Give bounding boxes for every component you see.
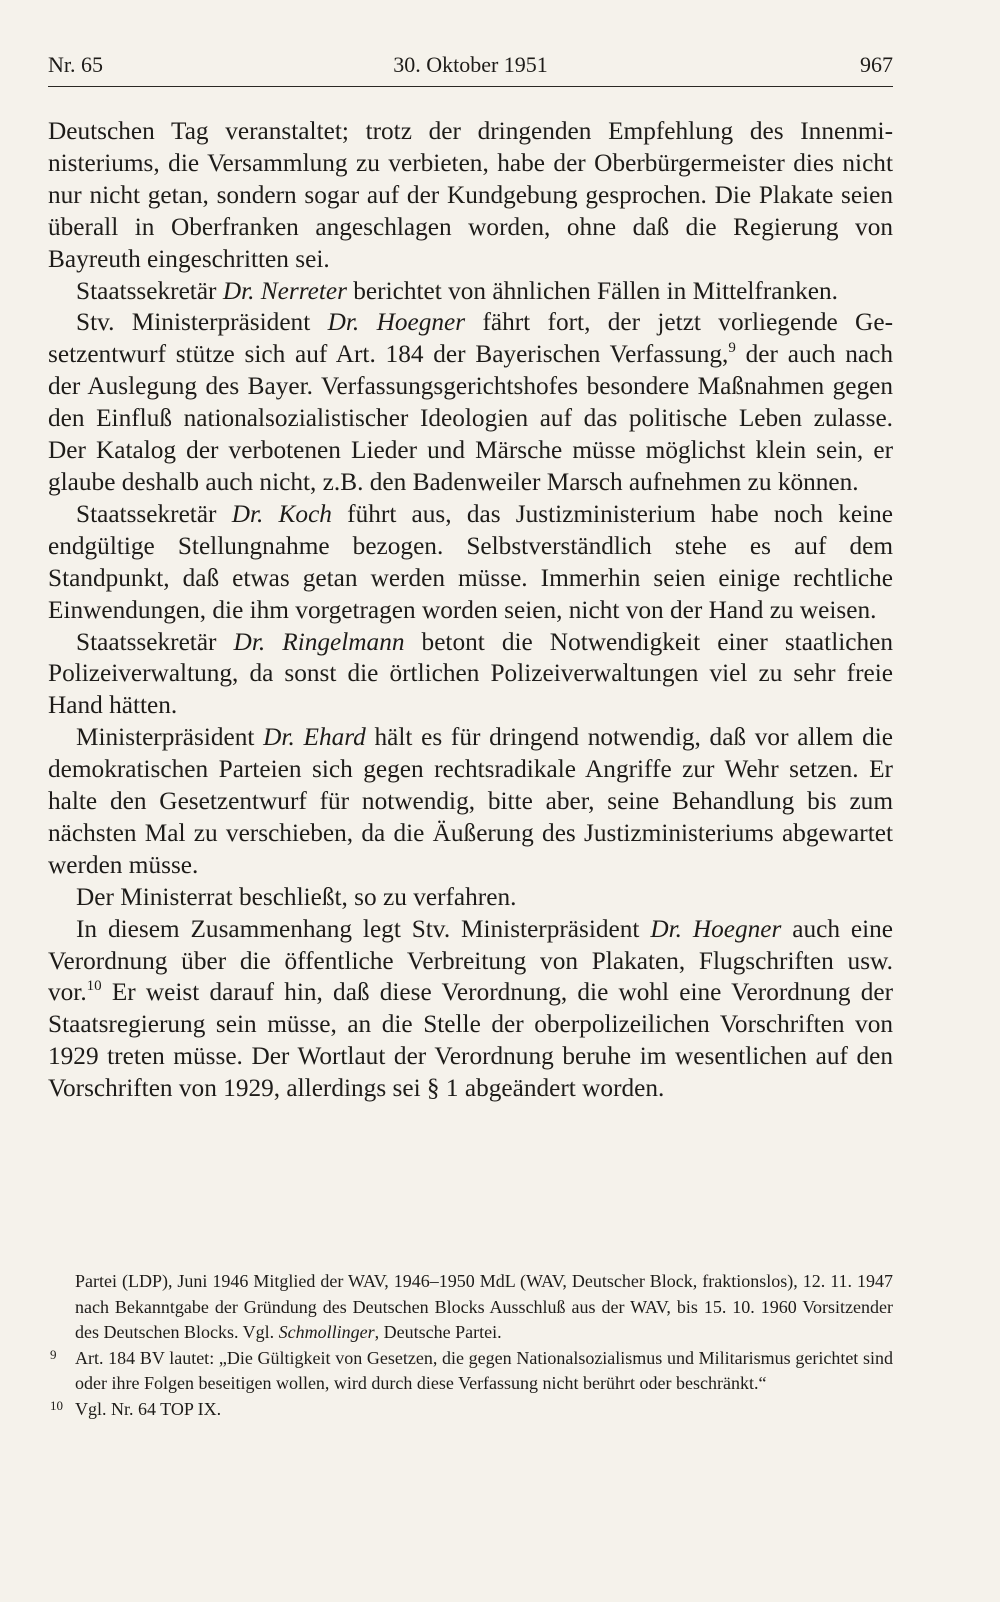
- footnote-text: [75, 1271, 893, 1342]
- body-paragraph: [48, 307, 893, 498]
- text-run: fährt fort, der jetzt vorliegende Gesetzentwurf stütze sich auf Art. 184 der Bayerischen Verfassung,: [48, 308, 893, 369]
- text-run: Deutschen Tag veranstaltet; trotz der dringenden Empfehlung des Innenministeriums, die Versammlung zu verbieten, habe der Oberbürgermeister dies nicht nur nicht getan, sondern sogar auf der Kundgebung gesprochen. Die Plakate seien überall in Oberfranken angeschlagen worden, ohne daß die Regierung von Bayreuth eingeschritten sei.: [48, 117, 893, 273]
- text-run: Partei (LDP), Juni 1946 Mitglied der WAV, 1946–1950 MdL (WAV, Deutscher Block, fraktionslos), 12. 11. 1947 nach Bekanntgabe der Gründung des Deutschen Blocks Ausschluß aus der WAV, bis 15. 10. 1960 Vorsitzender des Deutschen Blocks. Vgl.: [75, 1271, 893, 1343]
- text-run: Vgl. Nr. 64 TOP IX.: [75, 1398, 222, 1419]
- text-run: Art. 184 BV lautet: „Die Gültigkeit von Gesetzen, die gegen Nationalsozialismus und Militarismus gerichtet sind oder ihre Folgen beseitigen wollen, wird durch diese Verfassung nicht berührt oder beschränkt.“: [75, 1347, 893, 1394]
- body-paragraph: [48, 722, 893, 882]
- footnotes: [48, 1269, 893, 1423]
- body-paragraph: [48, 499, 893, 627]
- person-name: Dr. Ehard: [263, 723, 366, 752]
- person-name: Dr. Nerreter: [222, 276, 347, 305]
- footnote: [48, 1397, 893, 1423]
- text-run: Staatssekretär: [76, 499, 232, 528]
- body-paragraph: [48, 627, 893, 723]
- footnote: [48, 1346, 893, 1397]
- person-name: Dr. Ringelmann: [233, 627, 405, 656]
- footnote-number: 10: [50, 1397, 63, 1413]
- text-run: berichtet von ähnlichen Fällen in Mittelfranken.: [346, 276, 838, 305]
- text-run: Ministerpräsident: [76, 723, 264, 752]
- running-header: [48, 52, 893, 86]
- text-run: Stv. Ministerpräsident: [76, 308, 328, 337]
- body-paragraph: [48, 276, 893, 308]
- text-run: der auch nach der Auslegung des Bayer. Verfassungsgerichtshofes besondere Maßnahmen gegen den Einfluß nationalsozialistischer Ideologien auf das politische Leben zulasse. Der Katalog der verbotenen Lieder und Märsche müsse möglichst klein sein, er glaube deshalb auch nicht, z.B. den Badenweiler Marsch aufnehmen zu können.: [48, 340, 893, 496]
- text-run: Staatssekretär: [76, 627, 234, 656]
- issue-number: Nr. 65: [48, 52, 103, 77]
- text-run: In diesem Zusammenhang legt Stv. Ministerpräsident: [76, 914, 651, 943]
- text-run: , Deutsche Partei.: [374, 1322, 502, 1343]
- text-run: auch eine Verordnung über die öffentliche Verbreitung von Plakaten, Flugschriften usw. vor.: [48, 914, 893, 1007]
- person-name: Dr. Hoegner: [327, 308, 466, 337]
- footnote-text: [75, 1348, 893, 1394]
- text-run: hält es für dringend notwendig, daß vor allem die demokratischen Parteien sich gegen rechtsradikale Angriffe zur Wehr setzen. Er halte den Gesetzentwurf für notwendig, bitte aber, seine Behandlung bis zum nächsten Mal zu verschieben, da die Äußerung des Justizministeriums abgewartet werden müsse.: [48, 723, 893, 879]
- header-date: 30. Oktober 1951: [393, 52, 548, 77]
- text-run: Der Ministerrat beschließt, so zu verfahren.: [76, 882, 517, 911]
- footnote-number: 9: [50, 1346, 57, 1362]
- footnote: [48, 1269, 893, 1346]
- text-run: führt aus, das Justizministerium habe noch keine endgültige Stellungnahme bezogen. Selbstverständlich stehe es auf dem Standpunkt, daß etwas getan werden müsse. Immerhin seien einige rechtliche Einwendungen, die ihm vorgetragen worden seien, nicht von der Hand zu weisen.: [48, 499, 893, 624]
- person-name: Dr. Koch: [231, 499, 332, 528]
- text-run: Er weist darauf hin, daß diese Verordnung, die wohl eine Verordnung der Staatsregierung sein müsse, an die Stelle der oberpolizeilichen Vorschriften von 1929 treten müsse. Der Wortlaut der Verordnung beruhe im wesentlichen auf den Vorschriften von 1929, allerdings sei § 1 abgeändert worden.: [48, 978, 893, 1103]
- person-name: Schmollinger: [278, 1322, 375, 1343]
- page-number: 967: [860, 52, 893, 77]
- text-run: betont die Notwendigkeit einer staatlichen Polizeiverwaltung, da sonst die örtlichen Polizeiverwaltungen viel zu sehr freie Hand hätten.: [48, 627, 893, 720]
- header-rule: [48, 86, 893, 87]
- body-paragraph: [48, 116, 893, 276]
- footnote-text: [75, 1399, 221, 1419]
- body-paragraph: [48, 914, 893, 1105]
- body-paragraph: [48, 882, 893, 914]
- footnote-reference: 10: [86, 978, 102, 995]
- body-text: [48, 116, 893, 1105]
- text-run: Staatssekretär: [76, 276, 223, 305]
- footnote-reference: 9: [728, 339, 736, 356]
- person-name: Dr. Hoegner: [650, 914, 782, 943]
